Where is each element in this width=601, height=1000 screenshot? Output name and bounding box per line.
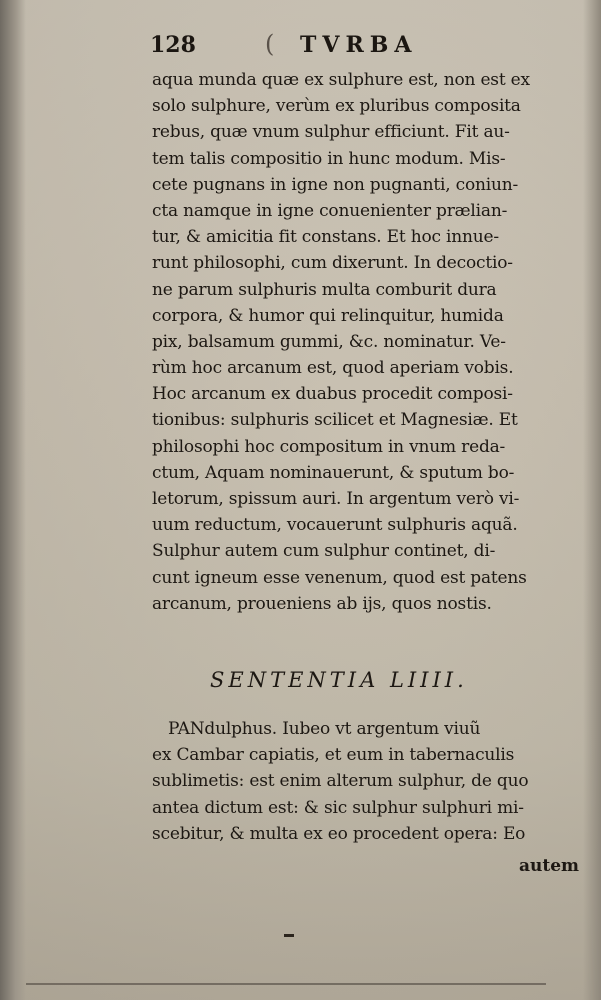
text-line: sublimetis: est enim alterum sulphur, de quo <box>152 771 529 792</box>
catchword: autem <box>518 856 579 876</box>
page-bottom-edge <box>26 983 546 985</box>
page-header <box>150 30 450 64</box>
text-line: tionibus: sulphuris scilicet et Magnesiæ. Et <box>152 410 518 431</box>
text-line: uum reductum, vocauerunt sulphuris aquã. <box>152 515 518 536</box>
section-text <box>152 716 586 847</box>
page-left-edge-shadow <box>0 0 26 1000</box>
text-line: rùm hoc arcanum est, quod aperiam vobis. <box>152 358 514 379</box>
text-line: ctum, Aquam nominauerunt, & sputum bo- <box>152 462 515 483</box>
text-line: cta namque in igne conuenienter prælian- <box>152 200 508 221</box>
text-line: philosophi hoc compositum in vnum reda- <box>152 436 506 457</box>
text-line: Sulphur autem cum sulphur continet, di- <box>152 541 496 562</box>
text-line: PANdulphus. Iubeo vt argentum viuũ <box>168 719 481 739</box>
text-line: antea dictum est: & sic sulphur sulphuri mi- <box>152 797 524 818</box>
text-line: letorum, spissum auri. In argentum verò vi- <box>152 489 520 509</box>
text-line: tem talis compositio in hunc modum. Mis- <box>152 148 506 169</box>
text-line: corpora, & humor qui relinquitur, humida <box>152 305 504 326</box>
text-line: aqua munda quæ ex sulphure est, non est ex <box>152 70 530 90</box>
text-line: cete pugnans in igne non pugnanti, coniun- <box>152 174 519 195</box>
text-line: ne parum sulphuris multa comburit dura <box>152 279 497 300</box>
ink-mark <box>284 934 294 937</box>
text-line: runt philosophi, cum dixerunt. In decoctio- <box>152 253 513 274</box>
folio-number: 128 <box>150 32 196 58</box>
text-line: tur, & amicitia fit constans. Et hoc innue- <box>152 227 499 248</box>
body-text <box>152 67 586 617</box>
text-line: cunt igneum esse venenum, quod est patens <box>152 567 527 588</box>
text-line: scebitur, & multa ex eo procedent opera: Eo <box>152 823 526 844</box>
section-heading: SENTENTIA LIIII. <box>210 668 468 692</box>
text-line: arcanum, proueniens ab ijs, quos nostis. <box>152 593 492 614</box>
text-line: solo sulphure, verùm ex pluribus composita <box>152 96 521 117</box>
text-line: rebus, quæ vnum sulphur efficiunt. Fit au- <box>152 122 510 143</box>
text-line: ex Cambar capiatis, et eum in tabernaculis <box>152 745 515 766</box>
text-line: pix, balsamum gummi, &c. nominatur. Ve- <box>152 331 506 352</box>
text-line: Hoc arcanum ex duabus procedit composi- <box>152 384 513 405</box>
header-parenthesis: ( <box>265 30 275 58</box>
running-head: TVRBA <box>300 32 418 58</box>
